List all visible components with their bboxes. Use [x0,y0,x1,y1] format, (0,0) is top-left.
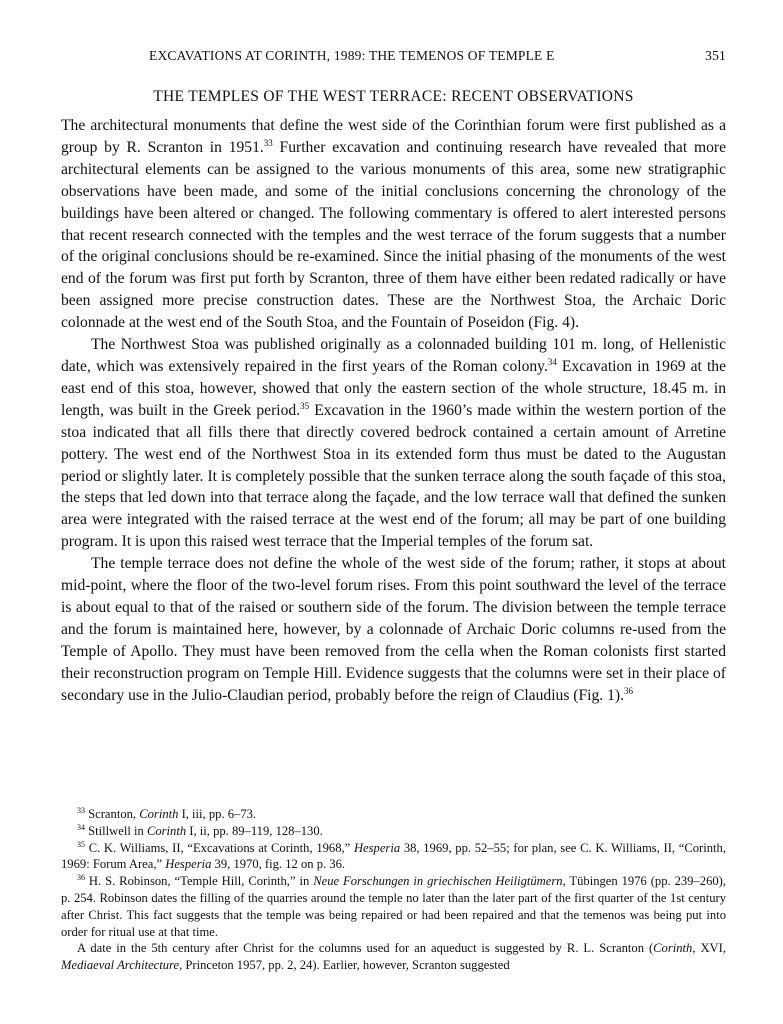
footnote-35 [61,840,726,874]
footnote-text: A date in the 5th century after Christ for the columns used for an aqueduct is suggested by R. L. Scranton ( [77,941,654,956]
footnote-text: Scranton, [85,807,140,821]
footnote-36-continued [61,940,726,974]
paragraph-3-text-a: The temple terrace does not define the whole of the west side of the forum; rather, it stops at about mid-point, where the floor of the two-level forum rises. From this point southward the level of the terrace is about equal to that of the raised or southern side of the forum. The division between the temple terrace and the forum is maintained here, however, by a colonnade of Archaic Doric columns re-used from the Temple of Apollo. They must have been removed from the cella when the Roman colonists first started their reconstruction program on Temple Hill. Evidence suggests that the columns were set in their place of secondary use in the Julio-Claudian period, probably before the reign of Claudius (Fig. 1). [61,555,726,704]
footnote-text: H. S. Robinson, “Temple Hill, Corinth,” in [85,874,314,889]
footnote-text: 39, 1970, fig. 12 on p. 36. [211,857,346,872]
footnote-number: 34 [77,822,85,832]
paragraph-1 [61,115,726,334]
paragraph-2-text-c: Excavation in the 1960’s made within the western portion of the stoa indicated that all fills there that directly covered bedrock contained a certain amount of Arretine pottery. The west end of the Northwest Stoa in its extended form thus must be dated to the Augustan period or slightly later. It is completely possible that the sunken terrace along the south façade of this stoa, the steps that led down into that terrace along the façade, and the low terrace wall that defined the sunken area were integrated with the raised terrace at the west end of the forum; all may be part of one building program. It is upon this raised west terrace that the Imperial temples of the forum sat. [61,401,726,551]
running-title: EXCAVATIONS AT CORINTH, 1989: THE TEMENOS OF TEMPLE E [149,48,555,63]
footnote-text: , XVI, [692,941,726,956]
footnote-text: I, iii, pp. 6–73. [178,807,257,821]
footnote-text: , Tübingen 1976 (pp. 239–260), p. 254. Robinson dates the filling of the quarries around the temple no later than the later part of the first quarter of the 1st century after Christ. This fact suggests that the temple was being repaired or had been repaired and that the temenos was being put into order for ritual use at that time. [61,874,727,939]
footnote-italic: Corinth [139,807,179,821]
footnote-text: Stillwell in [85,823,147,838]
body-text [61,115,726,706]
footnote-number: 33 [77,806,85,815]
footnote-text: I, ii, pp. 89–119, 128–130. [186,823,323,838]
footnote-ref-33: 33 [263,137,273,148]
footnote-ref-34: 34 [547,356,557,367]
footnote-italic: Corinth [653,941,693,956]
footnote-number: 36 [77,873,85,883]
footnote-ref-36: 36 [623,685,633,696]
section-title: THE TEMPLES OF THE WEST TERRACE: RECENT OBSERVATIONS [153,88,634,105]
footnote-italic: Neue Forschungen in griechischen Heiligtümern [313,874,563,889]
footnote-italic: Hesperia [165,857,212,872]
footnote-34 [61,823,726,840]
footnote-italic: Corinth [146,823,187,838]
footnote-text: C. K. Williams, II, “Excavations at Corinth, 1968,” [85,840,354,855]
footnote-italic: Mediaeval Architecture [61,958,180,973]
footnote-36 [61,873,726,940]
paragraph-3 [61,553,726,706]
paragraph-2-text-a: The Northwest Stoa was published originally as a colonnaded building 101 m. long, of Hellenistic date, which was extensively repaired in the first years of the Roman colony. [61,336,726,375]
footnote-33 [61,806,726,823]
paragraph-1-text-b: Further excavation and continuing research have revealed that more architectural elements can be assigned to the various monuments of this area, some new stratigraphic observations have been made, and some of the initial conclusions concerning the chronology of the buildings have been altered or changed. The following commentary is offered to alert interested persons that recent research connected with the temples and the west terrace of the forum suggests that a number of the original conclusions should be re-examined. Since the initial phasing of the monuments of the west end of the forum was first put forth by Scranton, three of them have either been redated radically or have been assigned more precise construction dates. These are the Northwest Stoa, the Archaic Doric colonnade at the west end of the South Stoa, and the Fountain of Poseidon (Fig. 4). [61,138,726,332]
footnote-text: 38, 1969, pp. 52–55; for plan, see C. K. Williams, II, “Corinth, 1969: Forum Area,” [61,840,726,872]
footnote-text: , Princeton 1957, pp. 2, 24). Earlier, however, Scranton suggested [179,958,510,973]
footnote-number: 35 [77,839,85,849]
page-number: 351 [705,48,726,63]
footnote-ref-35: 35 [300,400,310,411]
footnotes [61,806,726,974]
paragraph-2 [61,334,726,553]
paragraph-2-text-b: Excavation in 1969 at the east end of this stoa, however, showed that only the eastern section of the whole structure, 18.45 m. in length, was built in the Greek period. [61,357,727,419]
footnote-italic: Hesperia [353,840,401,855]
paragraph-1-text-a: The architectural monuments that define the west side of the Corinthian forum were first published as a group by R. Scranton in 1951. [61,117,726,156]
